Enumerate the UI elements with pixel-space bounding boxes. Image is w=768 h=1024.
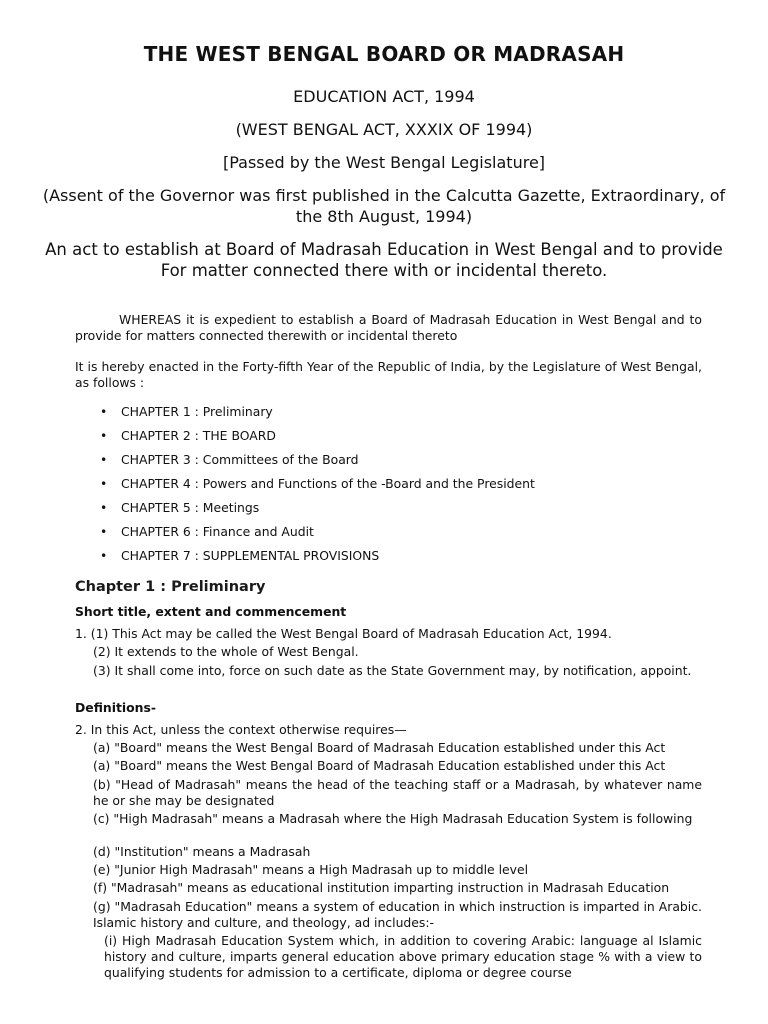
- chapter-list-item[interactable]: [100, 548, 535, 572]
- bullet-icon: •: [100, 476, 108, 491]
- clause-1-2: (2) It extends to the whole of West Bengal.: [93, 644, 359, 659]
- chapter-list-item[interactable]: [100, 500, 535, 524]
- chapter-link[interactable]: CHAPTER 7 : SUPPLEMENTAL PROVISIONS: [121, 548, 380, 563]
- definition-b: (b) "Head of Madrasah" means the head of the teaching staff or a Madrasah, by whatever name he or she may be designated: [93, 777, 702, 808]
- document-title: THE WEST BENGAL BOARD OR MADRASAH: [143, 42, 625, 66]
- bullet-icon: •: [100, 524, 108, 539]
- bullet-icon: •: [100, 452, 108, 467]
- section-heading-definitions: Definitions-: [75, 700, 156, 715]
- definition-d: (d) "Institution" means a Madrasah: [93, 844, 311, 859]
- chapter-list-item[interactable]: [100, 404, 535, 428]
- clause-1-3: (3) It shall come into, force on such date as the State Government may, by notification, appoint.: [93, 663, 692, 678]
- definition-a: (a) "Board" means the West Bengal Board of Madrasah Education established under this Act: [93, 740, 666, 755]
- chapter-link[interactable]: CHAPTER 5 : Meetings: [121, 500, 260, 515]
- definition-f: (f) "Madrasah" means as educational institution imparting instruction in Madrasah Education: [93, 880, 670, 895]
- whereas-paragraph: WHEREAS it is expedient to establish a Board of Madrasah Education in West Bengal and to provide for matters connected therewith or incidental thereto: [75, 312, 702, 343]
- passed-line: [Passed by the West Bengal Legislature]: [222, 153, 546, 172]
- definition-g: (g) "Madrasah Education" means a system of education in which instruction is imparted in Arabic. Islamic history and culture, and theology, ad includes:-: [93, 899, 702, 930]
- chapter-link[interactable]: CHAPTER 4 : Powers and Functions of the -Board and the President: [121, 476, 535, 491]
- chapter-list-item[interactable]: [100, 476, 535, 500]
- definition-c: (c) "High Madrasah" means a Madrasah where the High Madrasah Education System is following: [93, 811, 693, 826]
- bullet-icon: •: [100, 404, 108, 419]
- bullet-icon: •: [100, 548, 108, 563]
- chapter-list-item[interactable]: [100, 524, 535, 548]
- definition-a-repeat: (a) "Board" means the West Bengal Board of Madrasah Education established under this Act: [93, 758, 666, 773]
- definition-e: (e) "Junior High Madrasah" means a High Madrasah up to middle level: [93, 862, 529, 877]
- definition-g-i: (i) High Madrasah Education System which, in addition to covering Arabic: language al Islamic history and culture, imparts general education above primary education stage % with a view to qualifying students for admission to a certificate, diploma or degree course: [104, 933, 702, 980]
- chapter-heading: Chapter 1 : Preliminary: [75, 579, 266, 595]
- clause-2: 2. In this Act, unless the context otherwise requires—: [75, 722, 407, 737]
- chapter-link[interactable]: CHAPTER 3 : Committees of the Board: [121, 452, 359, 467]
- enactment-paragraph: It is hereby enacted in the Forty-fifth Year of the Republic of India, by the Legislature of West Bengal, as follows :: [75, 359, 702, 390]
- assent-line: (Assent of the Governor was first published in the Calcutta Gazette, Extraordinary, of the 8th August, 1994): [42, 186, 726, 226]
- clause-1-1: 1. (1) This Act may be called the West Bengal Board of Madrasah Education Act, 1994.: [75, 626, 612, 641]
- chapter-link[interactable]: CHAPTER 6 : Finance and Audit: [121, 524, 314, 539]
- act-purpose: An act to establish at Board of Madrasah Education in West Bengal and to provide For matter connected there with or incidental thereto.: [45, 240, 723, 280]
- chapter-link[interactable]: CHAPTER 1 : Preliminary: [121, 404, 273, 419]
- chapter-link[interactable]: CHAPTER 2 : THE BOARD: [121, 428, 276, 443]
- section-heading-short-title: Short title, extent and commencement: [75, 604, 347, 619]
- bullet-icon: •: [100, 500, 108, 515]
- chapter-list-item[interactable]: [100, 452, 535, 476]
- chapter-list-item[interactable]: [100, 428, 535, 452]
- act-number-line: (WEST BENGAL ACT, XXXIX OF 1994): [235, 120, 533, 139]
- act-name-line: EDUCATION ACT, 1994: [293, 87, 475, 106]
- chapter-list: [100, 404, 535, 572]
- bullet-icon: •: [100, 428, 108, 443]
